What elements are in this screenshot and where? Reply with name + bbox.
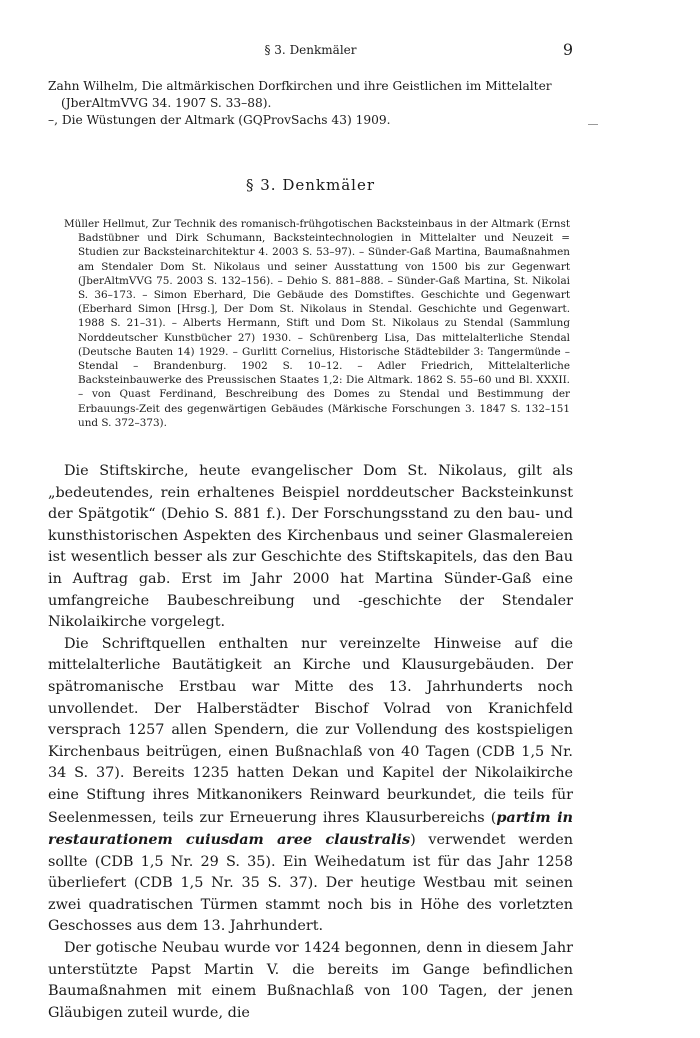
latin-quote: partim in restaurationem cuiusdam aree claustralis (48, 808, 574, 849)
running-head-title: § 3. Denkmäler (264, 43, 357, 57)
paragraph-text: ) verwendet werden sollte (CDB 1,5 Nr. 29 S. 35). Ein Weihedatum ist für das Jahr 1258 überliefert (CDB 1,5 Nr. 35 S. 37). Der heutige Westbau mit seinen zwei quadratischen Türmen stammt noch bis in Höhe des vorletzten Geschosses aus dem 13. Jahrhundert. (48, 832, 573, 935)
bibliography-entry: Zahn Wilhelm, Die altmärkischen Dorfkirchen und ihre Geistlichen im Mittelalter (JberAltmVVG 34. 1907 S. 33–88). (48, 79, 552, 110)
margin-mark (588, 124, 598, 125)
section-heading: § 3. Denkmäler (245, 176, 375, 194)
page-number: 9 (562, 40, 573, 59)
bibliography-entry: –, Die Wüstungen der Altmark (GQProvSachs 43) 1909. (48, 113, 391, 127)
bibliography-continuation (48, 78, 573, 129)
body-text (48, 461, 573, 1024)
paragraph (48, 634, 573, 938)
running-head (48, 40, 573, 62)
paragraph: Der gotische Neubau wurde vor 1424 begonnen, denn in diesem Jahr unterstützte Papst Martin V. die bereits im Gange befindlichen Baumaßnahmen mit einem Bußnachlaß von 100 Tagen, der jenen Gläubigen zuteil wurde, die (48, 940, 573, 1021)
paragraph-text: Die Schriftquellen enthalten nur vereinzelte Hinweise auf die mittelalterliche Bautätigkeit an Kirche und Klausurgebäuden. Der spätromanische Erstbau war Mitte des 13. Jahrhunderts noch unvollendet. Der Halberstädter Bischof Volrad von Kranichfeld versprach 1257 allen Spendern, die zur Vollendung des kostspieligen Kirchenbaus beitrügen, einen Bußnachlaß von 40 Tagen (CDB 1,5 Nr. 34 S. 37). Bereits 1235 hatten Dekan und Kapitel der Nikolaikirche eine Stiftung ihres Mitkanonikers Reinward beurkundet, die teils für Seelenmessen, teils zur Erneuerung ihres Klausurbereichs ( (48, 635, 573, 826)
literature-list: Müller Hellmut, Zur Technik des romanisch-frühgotischen Backsteinbaus in der Altmark (Ernst Badstübner und Dirk Schumann, Backsteintechnologien in Mittelalter und Neuzeit = Studien zur Backsteinarchitektur 4. 2003 S. 53–97). – Sünder-Gaß Martina, Baumaßnahmen am Stendaler Dom St. Nikolaus und seiner Ausstattung von 1500 bis zur Gegenwart (JberAltmVVG 75. 2003 S. 132–156). – Dehio S. 881–888. – Sünder-Gaß Martina, St. Nikolai S. 36–173. – Simon Eberhard, Die Gebäude des Domstiftes. Geschichte und Gegenwart (Eberhard Simon [Hrsg.], Der Dom St. Nikolaus in Stendal. Geschichte und Gegenwart. 1988 S. 21–31). – Alberts Hermann, Stift und Dom St. Nikolaus zu Stendal (Sammlung Norddeutscher Kunstbücher 27) 1930. – Schürenberg Lisa, Das mittelalterliche Stendal (Deutsche Bauten 14) 1929. – Gurlitt Cornelius, Historische Städtebilder 3: Tangermünde – Stendal – Brandenburg. 1902 S. 10–12. – Adler Friedrich, Mittelalterliche Backsteinbauwerke des Preussischen Staates 1,2: Die Altmark. 1862 S. 55–60 und Bl. XXXII. – von Quast Ferdinand, Beschreibung des Domes zu Stendal und Bestimmung der Erbauungs-Zeit des gegenwärtigen Gebäudes (Märkische Forschungen 3. 1847 S. 132–151 und S. 372–373). (64, 218, 570, 429)
paragraph: Die Stiftskirche, heute evangelischer Dom St. Nikolaus, gilt als „bedeutendes, rein erhaltenes Beispiel norddeutscher Backsteinkunst der Spätgotik“ (Dehio S. 881 f.). Der Forschungsstand zu den bau- und kunsthistorischen Aspekten des Kirchenbaus und seiner Glasmalereien ist wesentlich besser als zur Geschichte des Stiftskapitels, das den Bau in Auftrag gab. Erst im Jahr 2000 hat Martina Sünder-Gaß eine umfangreiche Baubeschreibung und -geschichte der Stendaler Nikolaikirche vorgelegt. (48, 463, 573, 631)
